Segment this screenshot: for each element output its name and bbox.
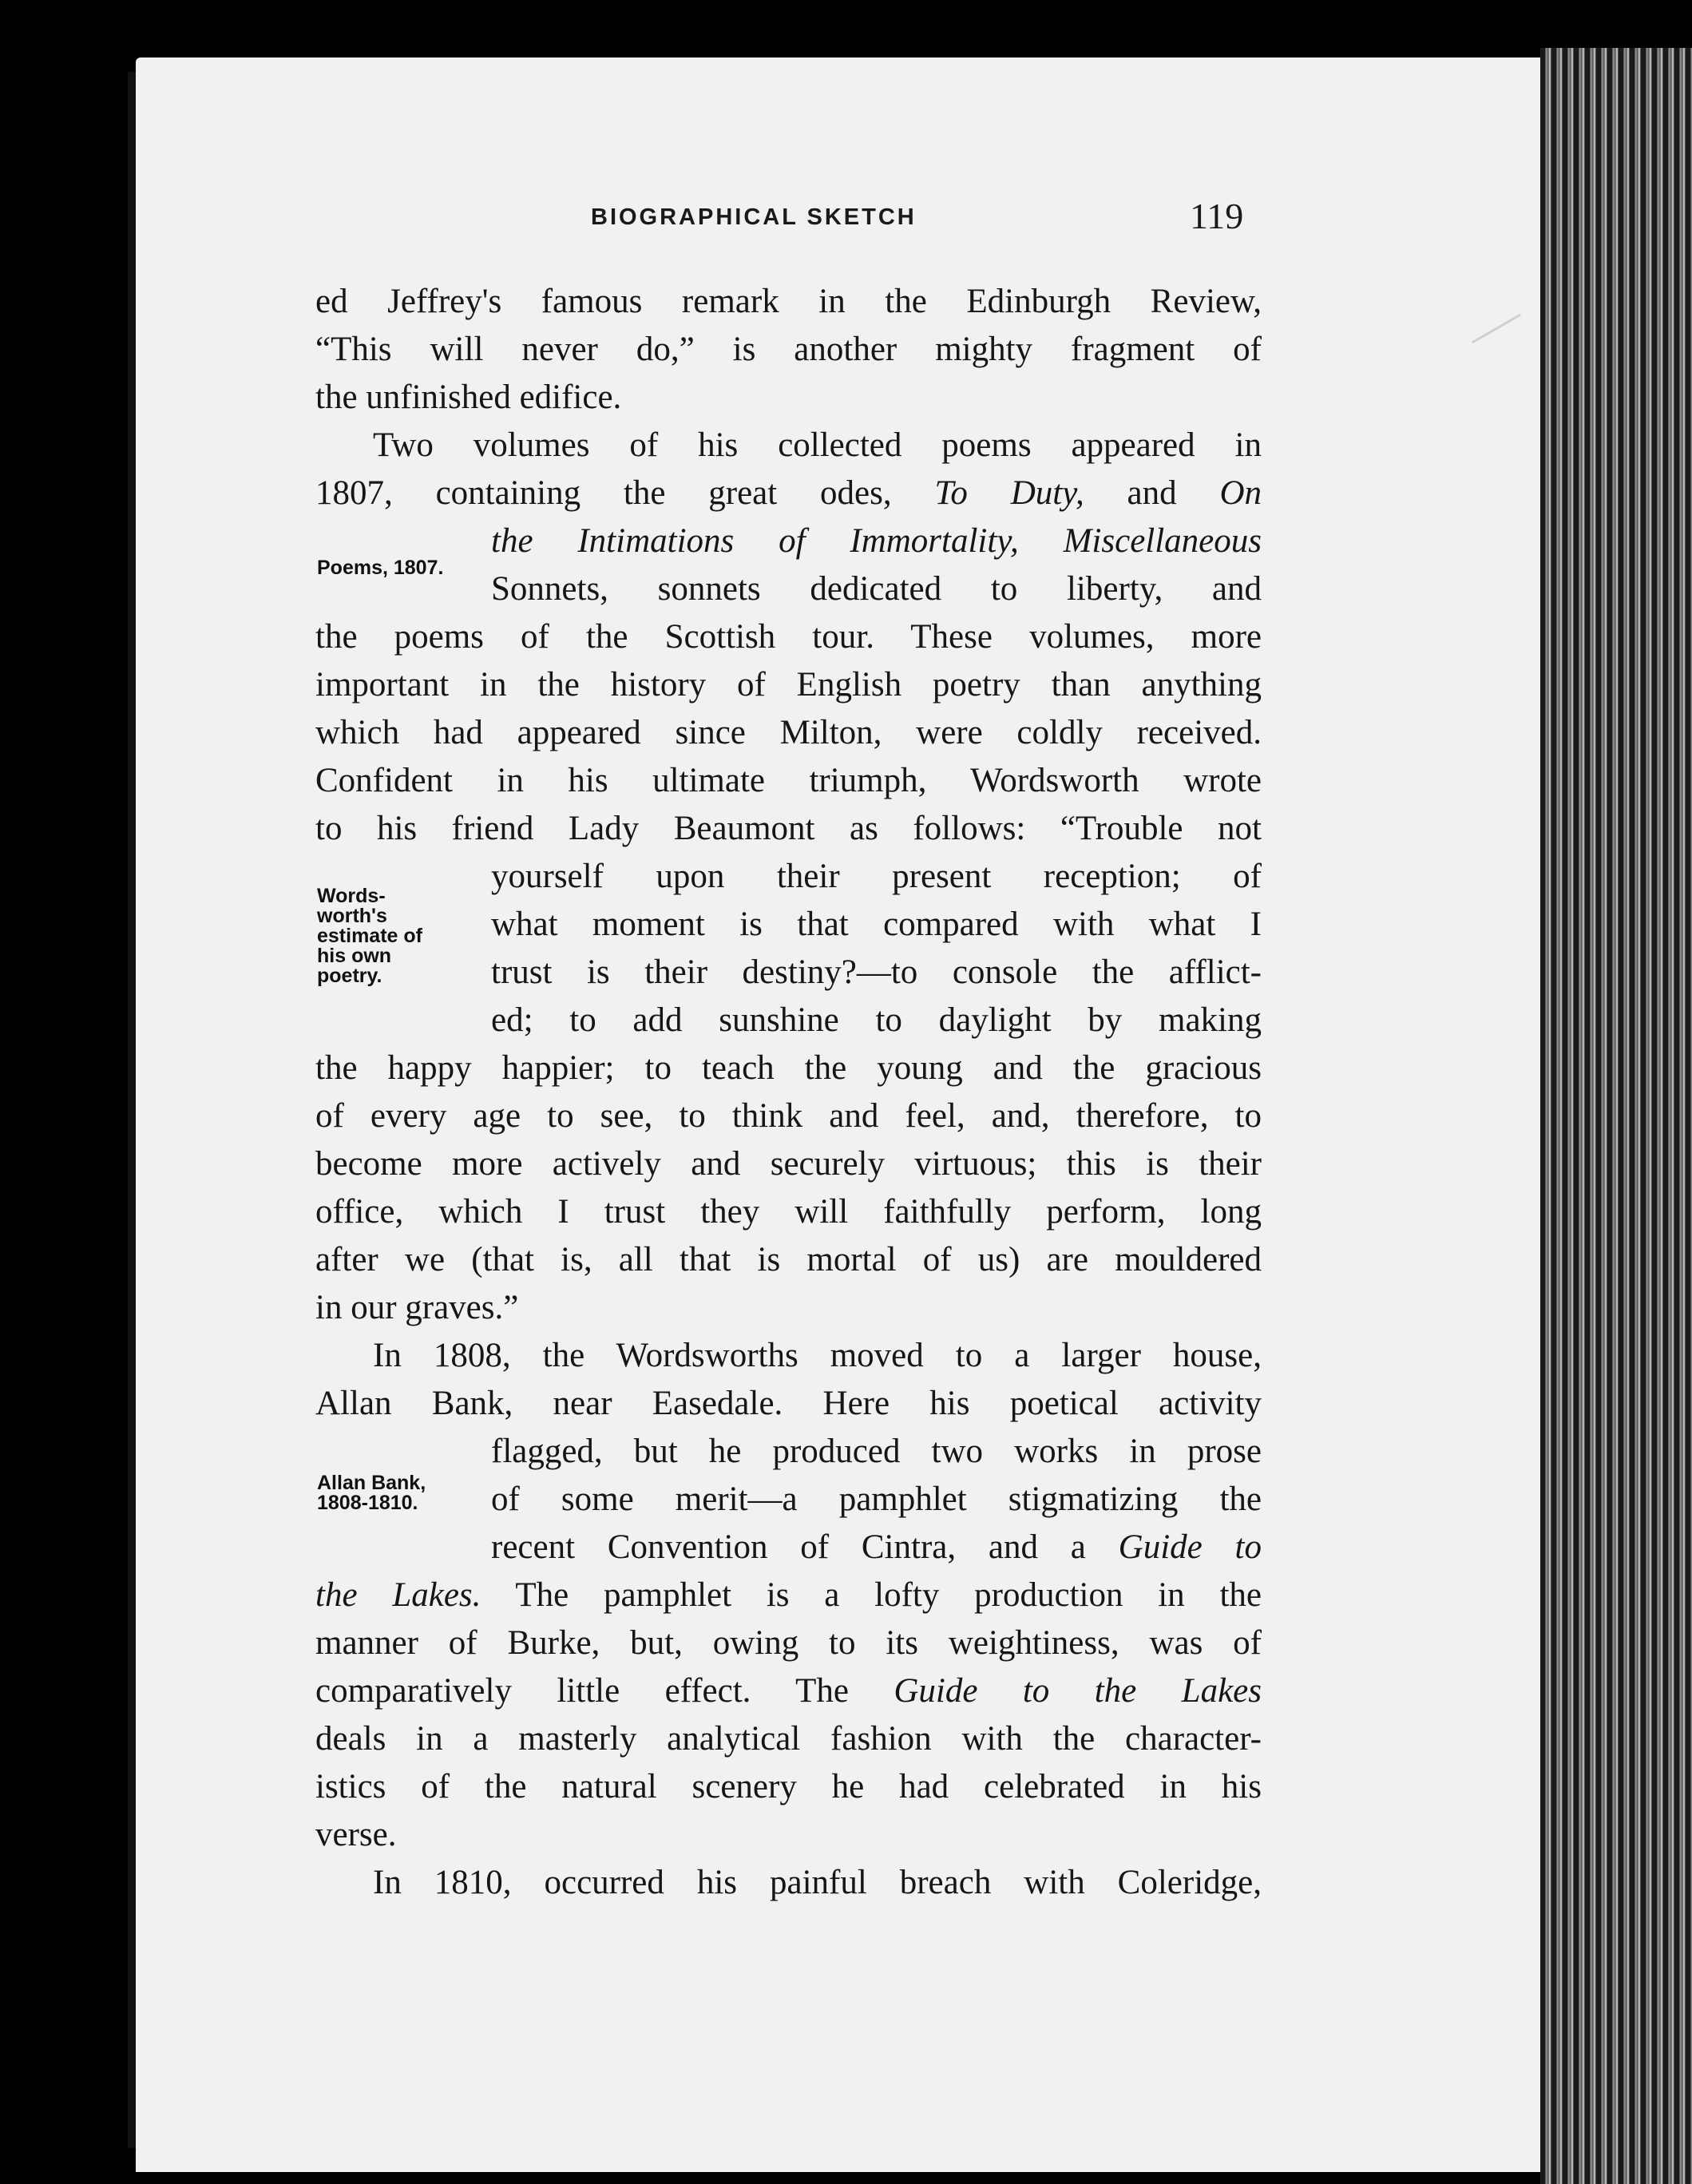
text-line: verse. (315, 1816, 397, 1853)
text-line: the Lakes. The pamphlet is a lofty production in the (315, 1576, 1262, 1614)
margin-note-estimate: Words- worth's estimate of his own poetry. (317, 885, 422, 987)
margin-note-poems: Poems, 1807. (317, 557, 444, 579)
text-line: flagged, but he produced two works in prose (491, 1433, 1262, 1470)
text-line: which had appeared since Milton, were coldly received. (315, 714, 1262, 751)
text-line: after we (that is, all that is mortal of us) are mouldered (315, 1241, 1262, 1278)
text-line: recent Convention of Cintra, and a Guide to (491, 1528, 1262, 1566)
text-line: Confident in his ultimate triumph, Wordsworth wrote (315, 762, 1262, 799)
text-line: manner of Burke, but, owing to its weightiness, was of (315, 1624, 1262, 1662)
text-line: the Intimations of Immortality, Miscellaneous (491, 522, 1262, 560)
text-line: the poems of the Scottish tour. These volumes, more (315, 618, 1262, 656)
text-line: ed Jeffrey's famous remark in the Edinburgh Review, (315, 283, 1262, 320)
body-text (315, 278, 1262, 1907)
text-line: istics of the natural scenery he had celebrated in his (315, 1768, 1262, 1805)
text-line: become more actively and securely virtuous; this is their (315, 1145, 1262, 1183)
text-line: ed; to add sunshine to daylight by making (491, 1001, 1262, 1039)
text-line: Sonnets, sonnets dedicated to liberty, and (491, 570, 1262, 608)
text-line: trust is their destiny?—to console the afflict- (491, 953, 1262, 991)
text-line: 1807, containing the great odes, To Duty, and On (315, 474, 1262, 512)
text-line: of every age to see, to think and feel, and, therefore, to (315, 1097, 1262, 1135)
text-line: to his friend Lady Beaumont as follows: “Trouble not (315, 810, 1262, 847)
running-header: BIOGRAPHICAL SKETCH (591, 204, 917, 230)
text-line: In 1810, occurred his painful breach with Coleridge, (373, 1864, 1262, 1901)
text-line: of some merit—a pamphlet stigmatizing the (491, 1480, 1262, 1518)
text-line: Two volumes of his collected poems appeared in (373, 426, 1262, 464)
text-line: important in the history of English poetry than anything (315, 666, 1262, 704)
text-line: deals in a masterly analytical fashion with the character- (315, 1720, 1262, 1758)
margin-note-allan-bank: Allan Bank, 1808-1810. (317, 1472, 426, 1514)
page-number: 119 (1190, 196, 1244, 236)
text-line: comparatively little effect. The Guide to the Lakes (315, 1672, 1262, 1710)
text-line: what moment is that compared with what I (491, 906, 1262, 943)
text-line: office, which I trust they will faithfully perform, long (315, 1193, 1262, 1231)
text-line: Allan Bank, near Easedale. Here his poetical activity (315, 1385, 1262, 1422)
text-line: yourself upon their present reception; of (491, 858, 1262, 895)
text-line: the happy happier; to teach the young and the gracious (315, 1049, 1262, 1087)
text-line: “This will never do,” is another mighty fragment of (315, 331, 1262, 368)
text-line: the unfinished edifice. (315, 379, 622, 416)
text-line: In 1808, the Wordsworths moved to a larger house, (373, 1337, 1262, 1374)
text-line: in our graves.” (315, 1289, 519, 1326)
page-edges (1540, 48, 1692, 2184)
